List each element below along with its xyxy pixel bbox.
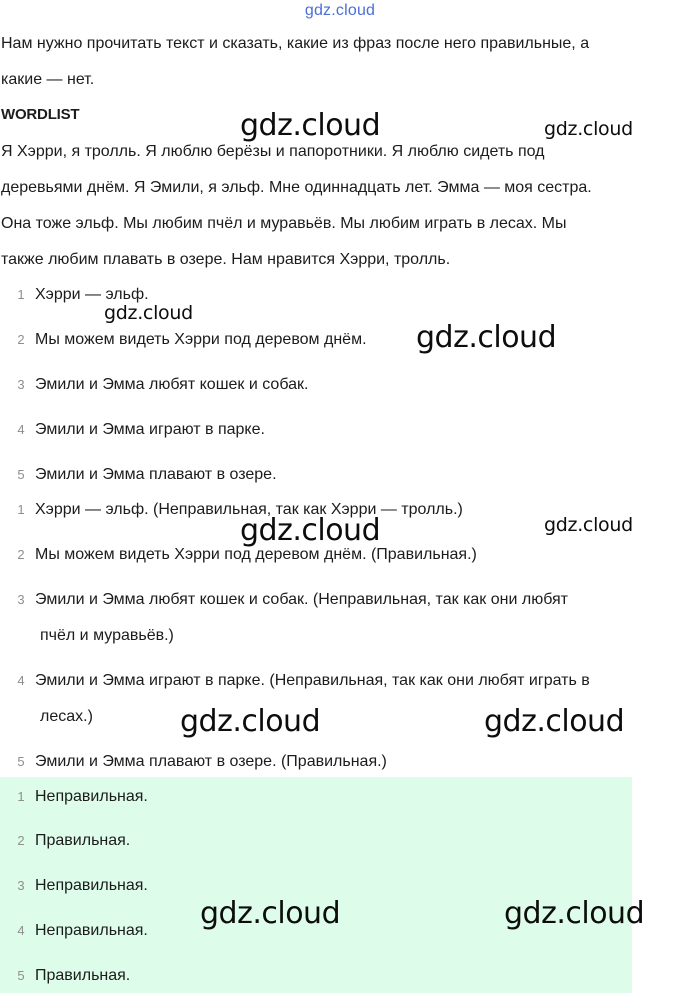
explained-item: Мы можем видеть Хэрри под деревом днём. (Правильная.) (35, 546, 477, 563)
watermark: gdz.cloud (544, 118, 633, 140)
watermark: gdz.cloud (416, 320, 557, 355)
list-item-number: 2 (17, 547, 25, 562)
watermark: gdz.cloud (180, 704, 321, 739)
statement-item: Эмили и Эмма любят кошек и собак. (35, 376, 309, 393)
watermark: gdz.cloud (200, 896, 341, 931)
watermark: gdz.cloud (240, 108, 381, 143)
statement-item: Мы можем видеть Хэрри под деревом днём. (35, 331, 367, 348)
answer-item: Неправильная. (35, 922, 148, 939)
list-item-number: 5 (17, 968, 25, 983)
watermark: gdz.cloud (504, 896, 645, 931)
watermark: gdz.cloud (240, 513, 381, 548)
list-item-number: 2 (17, 833, 25, 848)
intro-line-1: Нам нужно прочитать текст и сказать, какие из фраз после него правильные, а (1, 35, 590, 52)
intro-line-2: какие — нет. (1, 71, 95, 88)
wordlist-line: Я Хэрри, я тролль. Я люблю берёзы и папоротники. Я люблю сидеть под (1, 143, 545, 160)
list-item-number: 1 (17, 502, 25, 517)
explained-item: Хэрри — эльф. (Неправильная, так как Хэрри — тролль.) (35, 501, 463, 518)
watermark: gdz.cloud (484, 704, 625, 739)
wordlist-line: Она тоже эльф. Мы любим пчёл и муравьёв. Мы любим играть в лесах. Мы (1, 215, 567, 232)
list-item-number: 3 (17, 878, 25, 893)
answer-item: Неправильная. (35, 877, 148, 894)
list-item-number: 4 (17, 673, 25, 688)
wordlist-heading: WORDLIST (1, 106, 80, 123)
explained-item-continuation: лесах.) (40, 708, 93, 725)
site-mark-link[interactable]: gdz.cloud (304, 2, 376, 19)
list-item-number: 4 (17, 422, 25, 437)
list-item-number: 3 (17, 377, 25, 392)
answer-item: Неправильная. (35, 788, 148, 805)
answer-item: Правильная. (35, 967, 131, 984)
list-item-number: 4 (17, 923, 25, 938)
list-item-number: 1 (17, 287, 25, 302)
explained-item: Эмили и Эмма любят кошек и собак. (Неправильная, так как они любят (35, 591, 568, 608)
list-item-number: 5 (17, 467, 25, 482)
statement-item: Хэрри — эльф. (35, 286, 149, 303)
wordlist-line: деревьями днём. Я Эмили, я эльф. Мне одиннадцать лет. Эмма — моя сестра. (1, 179, 592, 196)
watermark: gdz.cloud (544, 514, 633, 536)
wordlist-line: также любим плавать в озере. Нам нравится Хэрри, тролль. (1, 251, 451, 268)
explained-item-continuation: пчёл и муравьёв.) (40, 627, 174, 644)
explained-item: Эмили и Эмма плавают в озере. (Правильная.) (35, 753, 387, 770)
statement-item: Эмили и Эмма плавают в озере. (35, 466, 277, 483)
list-item-number: 3 (17, 592, 25, 607)
list-item-number: 5 (17, 754, 25, 769)
statement-item: Эмили и Эмма играют в парке. (35, 421, 265, 438)
list-item-number: 2 (17, 332, 25, 347)
explained-item: Эмили и Эмма играют в парке. (Неправильная, так как они любят играть в (35, 672, 590, 689)
watermark: gdz.cloud (104, 302, 193, 324)
answer-item: Правильная. (35, 832, 131, 849)
list-item-number: 1 (17, 789, 25, 804)
